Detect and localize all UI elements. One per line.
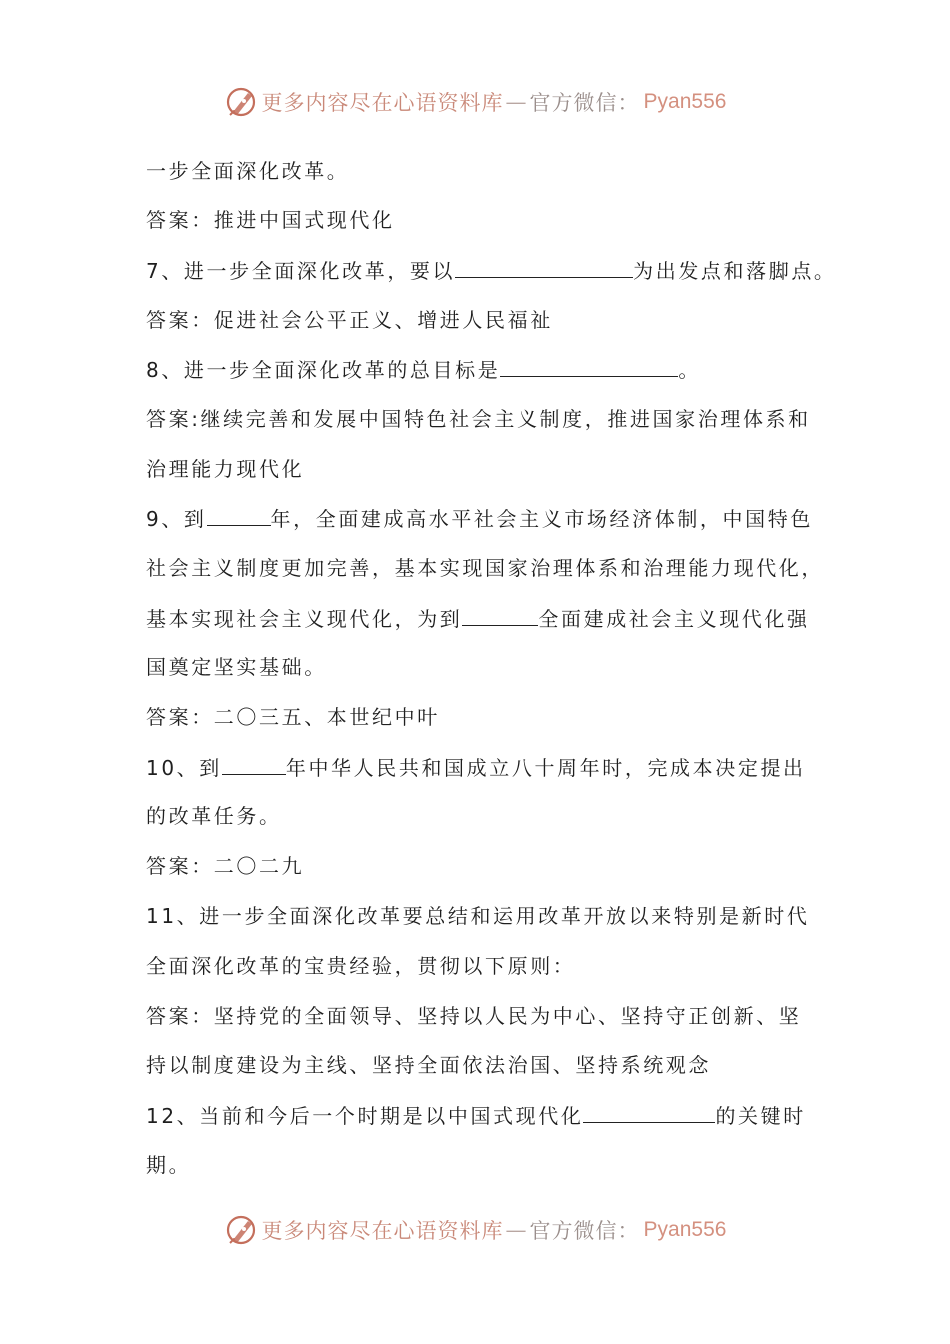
watermark-wechat-id: Pyan556 xyxy=(643,90,727,113)
watermark-wechat-id: Pyan556 xyxy=(643,1218,727,1241)
watermark-main-text: 更多内容尽在心语资料库 xyxy=(261,1219,504,1243)
question-line: 11、进一步全面深化改革要总结和运用改革开放以来特别是新时代 xyxy=(146,904,810,928)
answer-line: 治理能力现代化 xyxy=(146,457,305,481)
question-line: 8、进一步全面深化改革的总目标是 。 xyxy=(146,358,701,382)
fill-blank xyxy=(455,257,633,278)
question-line: 全面深化改革的宝贵经验，贯彻以下原则： xyxy=(146,954,576,978)
question-line: 期。 xyxy=(146,1153,192,1177)
pen-nib-logo-icon xyxy=(224,1212,260,1248)
text-line: 一步全面深化改革。 xyxy=(146,159,350,183)
answer-line: 持以制度建设为主线、坚持全面依法治国、坚持系统观念 xyxy=(146,1053,711,1077)
answer-line: 答案：促进社会公平正义、增进人民福祉 xyxy=(146,308,553,332)
question-line: 基本实现社会主义现代化，为到 全面建成社会主义现代化强 xyxy=(146,607,810,631)
answer-line: 答案：坚持党的全面领导、坚持以人民为中心、坚持守正创新、坚 xyxy=(146,1004,802,1028)
fill-blank xyxy=(207,505,271,526)
answer-line: 答案：推进中国式现代化 xyxy=(146,208,395,232)
question-line: 的改革任务。 xyxy=(146,804,282,828)
question-line: 国奠定坚实基础。 xyxy=(146,655,327,679)
watermark-dash: — xyxy=(505,1218,528,1242)
watermark-header xyxy=(0,82,950,122)
watermark-wechat-label: 官方微信： xyxy=(529,91,640,115)
answer-line: 答案:继续完善和发展中国特色社会主义制度，推进国家治理体系和 xyxy=(146,407,811,431)
question-line: 10、到 年中华人民共和国成立八十周年时，完成本决定提出 xyxy=(146,756,806,780)
watermark-dash: — xyxy=(505,90,528,114)
answer-line: 答案：二〇二九 xyxy=(146,854,305,878)
fill-blank xyxy=(500,356,678,377)
fill-blank xyxy=(462,605,538,626)
answer-line: 答案：二〇三五、本世纪中叶 xyxy=(146,705,440,729)
pen-nib-logo-icon xyxy=(224,84,260,120)
watermark-footer xyxy=(0,1210,950,1250)
watermark-wechat-label: 官方微信： xyxy=(529,1219,640,1243)
question-line: 社会主义制度更加完善，基本实现国家治理体系和治理能力现代化， xyxy=(146,556,824,580)
watermark-main-text: 更多内容尽在心语资料库 xyxy=(261,91,504,115)
question-line: 9、到 年，全面建成高水平社会主义市场经济体制，中国特色 xyxy=(146,507,813,531)
fill-blank xyxy=(222,754,286,775)
question-line: 12、当前和今后一个时期是以中国式现代化 的关键时 xyxy=(146,1104,806,1128)
fill-blank xyxy=(583,1102,715,1123)
question-line: 7、进一步全面深化改革，要以 为出发点和落脚点。 xyxy=(146,259,837,283)
